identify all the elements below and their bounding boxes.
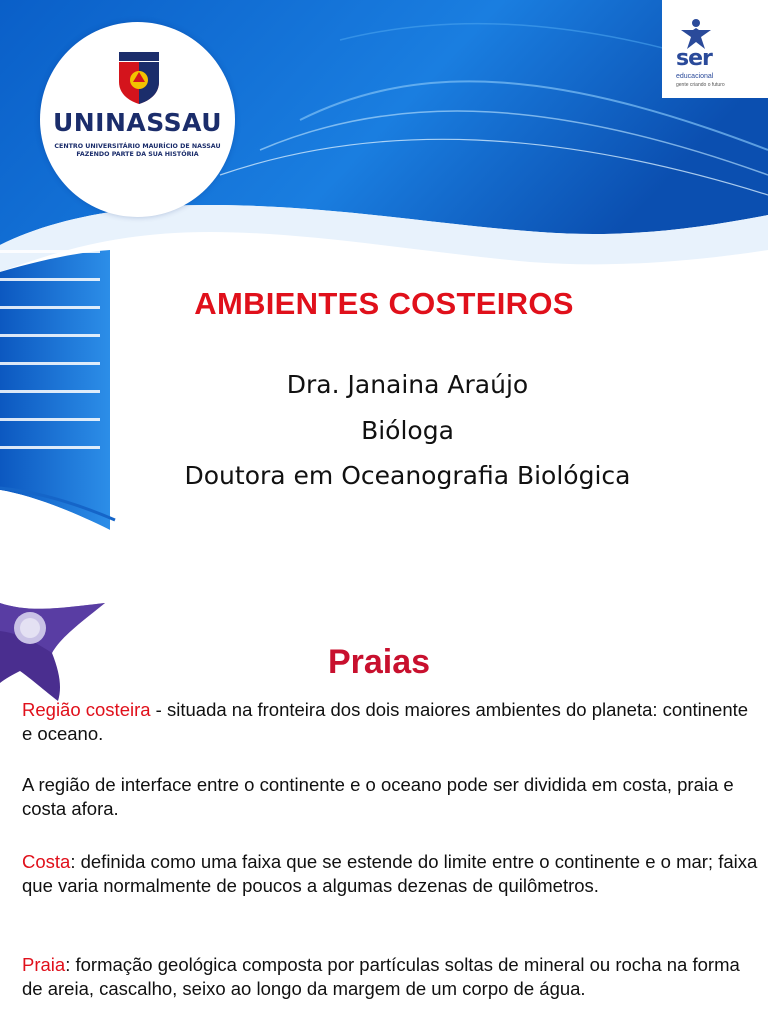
section-title: Praias: [327, 643, 431, 681]
term-highlight: Costa: [22, 851, 71, 872]
paragraph-regiao-costeira: [22, 698, 762, 746]
paragraph-text: A região de interface entre o continente e o oceano pode ser dividida em costa, praia e costa afora.: [22, 774, 734, 819]
paragraph-interface: [22, 773, 762, 821]
paragraph-text: : definida como uma faixa que se estende do limite entre o continente e o mar; faixa que varia normalmente de poucos a algumas dezenas de quilômetros.: [22, 851, 758, 896]
uninassau-subtitle-2: FAZENDO PARTE DA SUA HISTÓRIA: [76, 151, 199, 158]
ser-subtitle: educacional: [676, 73, 714, 80]
ser-wordmark: ser: [676, 46, 712, 71]
term-highlight: Região costeira: [22, 699, 151, 720]
content-slide: [0, 583, 768, 1024]
term-highlight: Praia: [22, 954, 66, 975]
paragraph-praia: [22, 953, 762, 1001]
ser-tagline: gente criando o futuro: [676, 82, 725, 88]
paragraph-text: : formação geológica composta por partículas soltas de mineral ou rocha na forma de areia, cascalho, seixo ao longo da margem de um corpo de água.: [22, 954, 740, 999]
paragraph-costa: [22, 850, 762, 898]
author-role: Bióloga: [361, 416, 454, 445]
uninassau-wordmark: UNINASSAU: [52, 108, 223, 137]
author-name: Dra. Janaina Araújo: [286, 370, 529, 399]
slide-title: AMBIENTES COSTEIROS: [194, 286, 574, 321]
paragraph-text: - situada na fronteira dos dois maiores ambientes do planeta: continente e oceano.: [22, 699, 749, 744]
uninassau-subtitle-1: CENTRO UNIVERSITÁRIO MAURÍCIO DE NASSAU: [54, 143, 221, 150]
author-degree: Doutora em Oceanografia Biológica: [184, 461, 631, 490]
crest-icon: [117, 52, 161, 104]
